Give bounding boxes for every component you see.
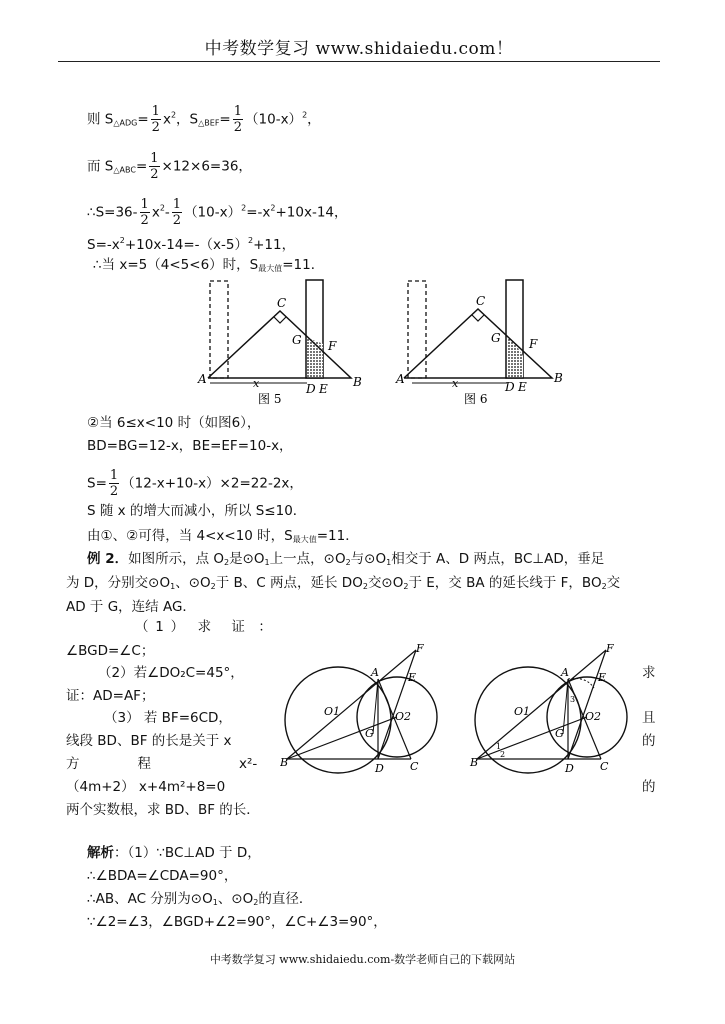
solution-line-2: ∴∠BDA=∠CDA=90°， — [87, 868, 238, 884]
formula-line-1: 则 $S_{\triangle ADG}=$ $\frac{1}{2}$ $x^2$，$S_{\triangle BEF}=$ $\frac{1}{2}$ $(10-x)^2$， — [87, 104, 321, 135]
question-1-statement: ∠BGD=∠C； — [66, 643, 155, 659]
formula-line-4: $S=-x^2+10x-14=-(x-5)^2+11$， — [87, 236, 296, 253]
text-line-9: S 随 x 的增大而减小，所以 S≤10． — [87, 503, 307, 519]
question-3-line-4: （4m+2） x+4m²+8=0 — [66, 779, 226, 795]
text-line-10: 由①、②可得，当 4<x<10 时，$S_{最大值}=11$． — [87, 528, 359, 544]
question-3-right-1: 且 — [642, 710, 656, 726]
example-2-line-1: 例 2．如图所示，点 $O_2$是$⊙O_1$上一点，$⊙O_2$与$⊙O_1$相交于 A、D 两点，BC⊥AD，垂足 — [87, 551, 605, 567]
c2-label-3: 3 — [570, 695, 576, 704]
c1-label-b: B — [280, 756, 289, 769]
c2-label-o1: O1 — [514, 705, 531, 718]
fig5-label-c: C — [277, 296, 287, 310]
c1-label-c: C — [410, 760, 419, 773]
c1-label-a: A — [371, 666, 379, 679]
formula-line-5: ∴当 x=5（4<5<6）时，$S_{最大值}=11$． — [93, 257, 325, 273]
example-2-line-2: 为 D，分别交$⊙O_1$、$⊙O_2$于 B、C 两点，延长 $DO_2$交$⊙O_2$于 E，交 BA 的延长线于 F，$BO_2$交 — [66, 575, 621, 591]
c1-label-f: F — [416, 642, 424, 655]
circle-figure-2 — [466, 640, 636, 780]
fig6-label-a: A — [396, 372, 405, 386]
text-line-7: BD=BG=12-x，BE=EF=10-x， — [87, 438, 293, 454]
example-2-line-3: AD 于 G，连结 AG． — [66, 599, 196, 615]
circle-figure-1 — [280, 640, 440, 780]
solution-line-1: 解析：（1）∵BC⊥AD 于 D， — [87, 845, 261, 861]
question-2-line-2: 证：AD=AF； — [66, 688, 155, 704]
c2-label-c: C — [600, 760, 609, 773]
formula-line-2: 而 $S_{\triangle ABC}=$ $\frac{1}{2}$ ×12×6=36， — [87, 151, 252, 182]
fig5-label-f: F — [328, 339, 337, 353]
c2-label-2: 2 — [500, 750, 506, 759]
right-angle-mark — [472, 315, 484, 321]
fig5-label-b: B — [353, 375, 362, 389]
fig5-label-a: A — [198, 372, 207, 386]
c2-label-1: 1 — [496, 742, 502, 751]
figure-6 — [394, 276, 569, 406]
fig5-label-e: E — [319, 382, 328, 396]
question-3-line-3: 方 程 x²- — [66, 756, 258, 772]
c1-label-d: D — [375, 762, 384, 775]
c2-label-o2: O2 — [585, 710, 602, 723]
formula-line-8: S= $\frac{1}{2}$ （12-x+10-x）×2=22-2x， — [87, 468, 303, 499]
dashed-rectangle — [210, 281, 228, 378]
fig6-label-d: D — [505, 380, 515, 394]
fig5-label-g: G — [292, 333, 302, 347]
c2-label-g: G — [555, 727, 564, 740]
solution-line-3: ∴AB、AC 分别为$⊙O_1$、$⊙O_2$的直径． — [87, 891, 313, 907]
c2-label-e: E — [598, 671, 607, 684]
text-line-6: ②当 6≤x<10 时（如图6）， — [87, 415, 261, 431]
fig5-label-x: x — [253, 377, 260, 390]
c1-label-o2: O2 — [395, 710, 412, 723]
fig6-label-x: x — [452, 377, 459, 390]
c2-label-b: B — [470, 756, 479, 769]
figure-5 — [196, 276, 366, 406]
question-3-line-5: 两个实数根，求 BD、BF 的长． — [66, 802, 260, 818]
fig6-label-c: C — [476, 294, 486, 308]
right-angle-mark — [274, 317, 286, 323]
c2-label-d: D — [565, 762, 574, 775]
c1-label-e: E — [408, 671, 417, 684]
question-2-right: 求 — [642, 665, 656, 681]
fig6-caption: 图 6 — [464, 392, 488, 406]
question-1-heading: （ 1 ） 求 证 ： — [135, 619, 272, 635]
fig5-caption: 图 5 — [258, 392, 282, 406]
page-header: 中考数学复习 www.shidaiedu.com！ — [204, 39, 514, 59]
fig6-label-e: E — [518, 380, 527, 394]
shaded-region — [507, 336, 523, 378]
question-3-line-2: 线段 BD、BF 的长是关于 x — [66, 733, 232, 749]
c2-label-a: A — [561, 666, 569, 679]
c1-label-o1: O1 — [324, 705, 341, 718]
question-3-line-1: （3） 若 BF=6CD， — [104, 710, 232, 726]
formula-line-3: ∴S=36- $\frac{1}{2}$ $x^2-$ $\frac{1}{2}$ $(10-x)^2=-x^2+10x-14$， — [87, 197, 348, 228]
dashed-rectangle — [408, 281, 426, 378]
fig6-label-b: B — [554, 371, 563, 385]
header-rule — [58, 61, 660, 62]
fig6-label-g: G — [491, 331, 501, 345]
page-footer: 中考数学复习 www.shidaiedu.com-数学老师自己的下载网站 — [209, 953, 516, 966]
question-3-right-4: 的 — [642, 779, 656, 795]
c1-label-g: G — [365, 727, 374, 740]
question-3-right-2: 的 — [642, 733, 656, 749]
fig5-label-d: D — [306, 382, 316, 396]
fig6-label-f: F — [529, 337, 538, 351]
solution-line-4: ∵∠2=∠3，∠BGD+∠2=90°，∠C+∠3=90°， — [87, 914, 387, 930]
c2-label-f: F — [606, 642, 614, 655]
question-2-line-1: （2）若∠DO₂C=45°， — [98, 665, 244, 681]
